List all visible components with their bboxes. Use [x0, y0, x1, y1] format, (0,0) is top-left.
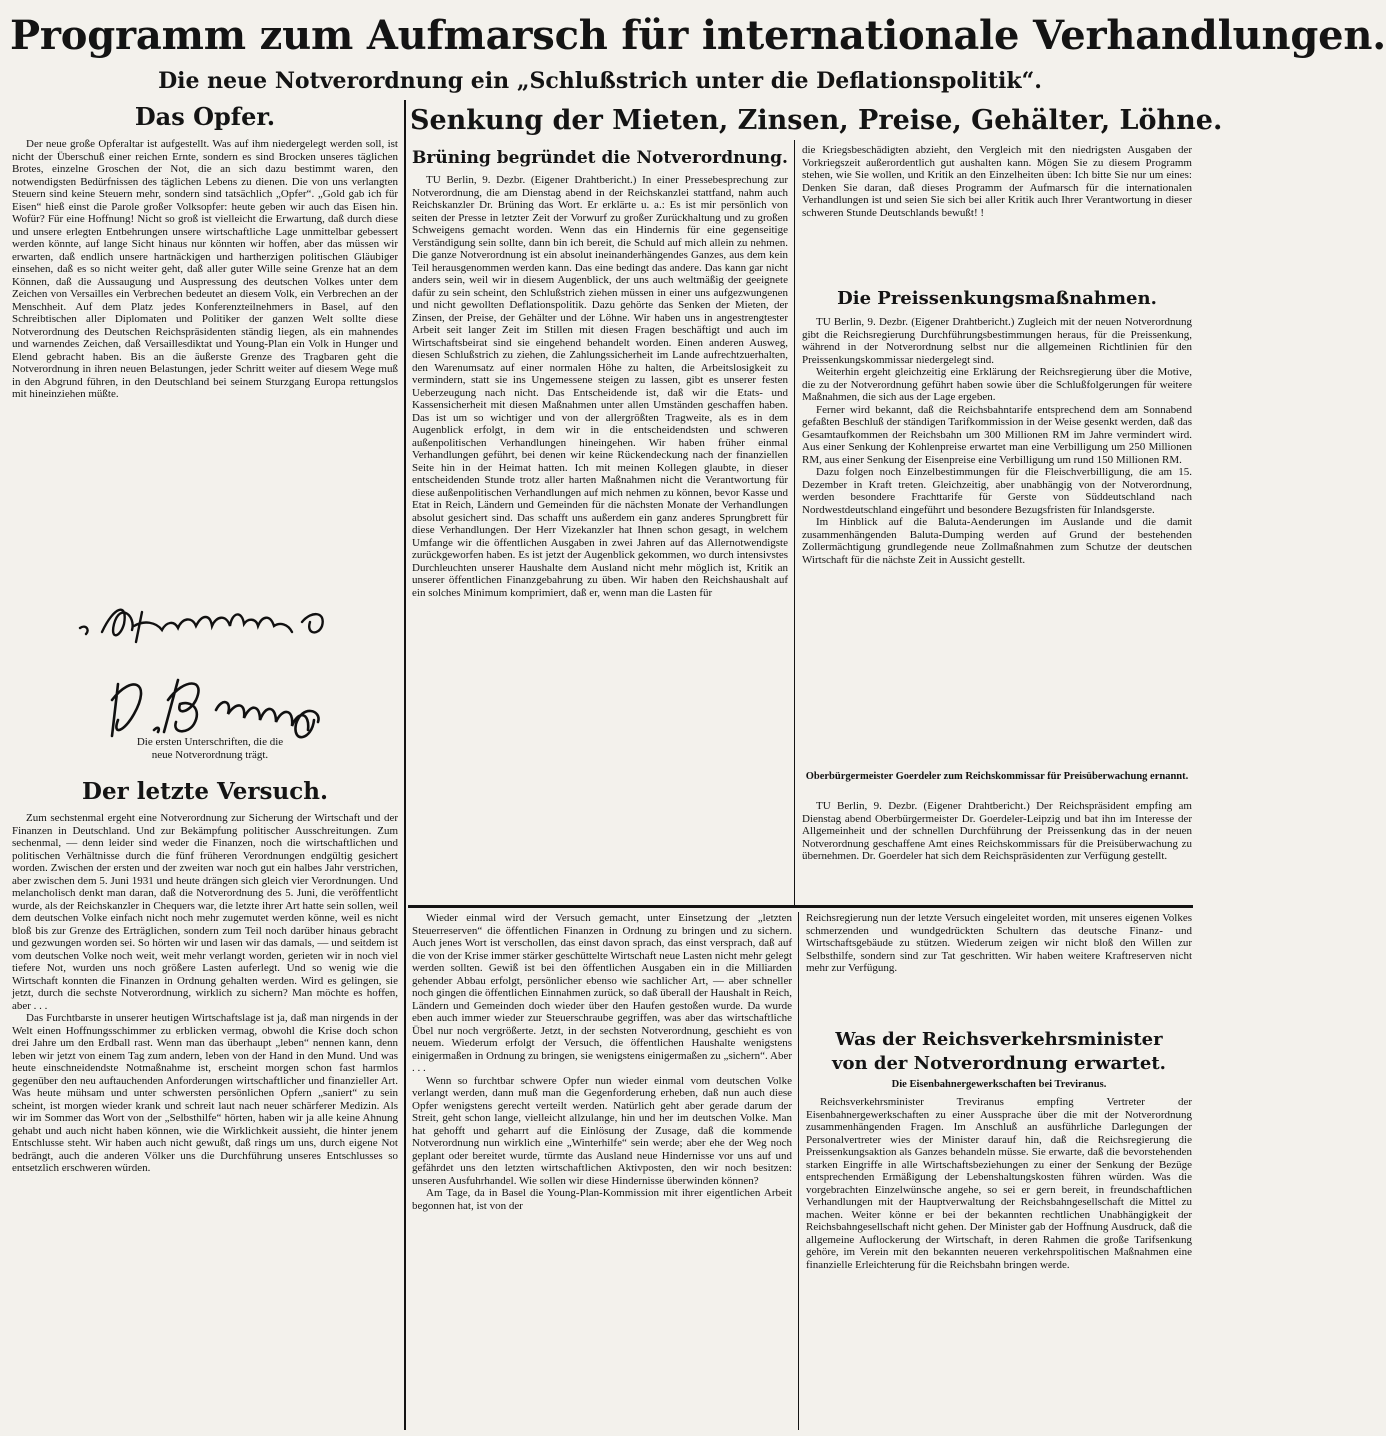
article-subtitle-verkehrsminister: Die Eisenbahnergewerkschaften bei Treviranus.	[891, 1079, 1107, 1090]
horizontal-rule-lower	[408, 905, 1193, 908]
paragraph: Ferner wird bekannt, daß die Reichsbahntarife entsprechend dem am Sonnabend gefaßten Beschluß der ständigen Tarifkommission in der Weise gesenkt werden, daß das Gesamtaufkommen der Reichsbahn um 300 Millionen RM im Jahre vermindert wird. Aus einer Senkung der Kohlenpreise erwartet man eine Verbilligung um 250 Millionen RM, aus einer Senkung der Eisenpreise eine Verbilligung um rund 150 Millionen RM.	[802, 403, 1192, 466]
paragraph: Der neue große Opferaltar ist aufgestellt. Was auf ihm niedergelegt werden soll, ist nicht der Überschuß einer reichen Ernte, sondern es sind Brocken unseres täglichen Brotes, einzelne Groschen der Not, die an sich dazu bestimmt waren, den notwendigsten Bedürfnissen des täglichen Lebens zu dienen. Die von uns verlangten Steuern sind keine Steuern mehr, sondern sind tatsächlich „Opfer“. „Gold gab ich für Eisen“ hieß einst die Parole großer Volksopfer: heute geben wir auch das Eisen hin. Wofür? Für eine Hoffnung! Nicht so groß ist vielleicht die Erwartung, daß durch diese und unsere erlegten Entbehrungen unsere wirtschaftliche Lage unmittelbar gebessert werden könnte, auf lange Sicht hinaus nur könnten wir hoffen, aber das müssen wir erwarten, daß endlich unsere hartnäckigen und hartherzigen politischen Gläubiger einsehen, daß es so nicht weiter geht, daß aller guter Wille seine Grenze hat an dem Können, daß die Aussaugung und Auspressung des deutschen Volkes unter dem Zeichen von Versailles ein Verbrechen bedeutet an diesem Volk, ein Verbrechen an der Menschheit. Auf dem Platz jedes Konferenzteilnehmers in Basel, auf den Schreibtischen aller Diplomaten und Politiker der ganzen Welt sollte diese Notverordnung des Deutschen Reichspräsidenten ständig liegen, als ein mahnendes und warnendes Zeichen, daß Versaillesdiktat und Young-Plan ein Volk in Hunger und Elend gebracht haben. Bis an die äußerste Grenze des Tragbaren geht die Notverordnung in ihren neuen Belastungen, jeder Schritt weiter auf diesem Wege muß in den Abgrund führen, in den Deutschland bei seinem Sturzgang Europa rettungslos mit hineinziehen müßte.	[12, 138, 398, 400]
article-title-opfer: Das Opfer.	[134, 102, 276, 131]
paragraph: Zum sechstenmal ergeht eine Notverordnung zur Sicherung der Wirtschaft und der Finanzen in Deutschland. Und zur Bekämpfung politischer Ausschreitungen. Zum sechenmal, — denn leider sind weder die Finanzen, noch die wirtschaftlichen und politischen Verhältnisse durch die fünf früheren Verordnungen endgültig gesichert worden. Zwischen der ersten und der zweiten war noch gut ein halbes Jahr verstrichen, aber zwischen dem 5. Juni 1931 und heute drängen sich gleich vier Verordnungen. Und melancholisch denkt man daran, daß die Notverordnung des 5. Juni, die veröffentlicht wurde, als der Reichskanzler in Chequers war, die letzte ihrer Art hatte sein sollen, weil dem deutschen Volke einfach nicht noch mehr zugemutet werden könne, weil es nicht bloß bis zur Grenze des Erträglichen, sondern zum Teil noch darüber hinaus gebracht und gezwungen worden sei. So hörten wir und lasen wir das damals, — und seitdem ist vom deutschen Volke noch weit, weit mehr verlangt worden, gerieten wir in noch viel tiefere Not, wurden uns noch größere Lasten auferlegt. Und so wenig wie die Wirtschaft konnten die Finanzen in Ordnung gehalten werden. Wird es gelingen, sie jetzt, durch die sechste Notverordnung, wirklich zu sichern? Man möchte es hoffen, aber . . .	[12, 812, 398, 1012]
subheadline: Die neue Notverordnung ein „Schlußstrich unter die Deflationspolitik“.	[158, 68, 1042, 94]
paragraph: Am Tage, da in Basel die Young-Plan-Kommission mit ihrer eigentlichen Arbeit begonnen hat, ist von der	[412, 1187, 792, 1212]
paragraph: Dazu folgen noch Einzelbestimmungen für die Fleischverbilligung, die am 15. Dezember in Kraft treten. Gleichzeitig, aber unabhängig von der Notverordnung, werden besondere Frachttarife für Gerste von Süddeutschland nach Nordwestdeutschland eingeführt und besondere Bezugsfristen für Inlandsgerste.	[802, 466, 1192, 516]
column-opfer	[12, 100, 398, 1430]
column-lower-left	[412, 912, 792, 1430]
headline: Programm zum Aufmarsch für internationale Verhandlungen.	[10, 12, 1386, 59]
paragraph: die Kriegsbeschädigten abzieht, den Vergleich mit den niedrigsten Ausgaben der Vorkriegszeit außerordentlich gut aushalten kann. Mögen Sie zu diesem Programm stehen, wie Sie wollen, und Kritik an den Einzelheiten üben: Ich bitte Sie nur um eines: Denken Sie daran, daß dieses Programm der Aufmarsch für die internationalen Verhandlungen ist und seien Sie sich bei aller Kritik auch Ihrer Verantwortung in dieser schweren Stunde Deutschlands bewußt! !	[802, 144, 1192, 219]
article-body-verkehrsminister	[806, 1096, 1192, 1422]
article-body-lower-right-top	[806, 912, 1192, 1024]
article-body-opfer	[12, 138, 398, 604]
signature-hindenburg	[72, 592, 362, 650]
article-body-goerdeler	[802, 800, 1192, 900]
vertical-rule-3	[798, 912, 799, 1430]
paragraph: Wenn so furchtbar schwere Opfer nun wieder einmal vom deutschen Volke verlangt werden, dann muß man die Gegenforderung erheben, daß nun auch diese Opfer wenigstens gerecht verteilt werden. Natürlich geht aber gerade darum der Streit, geht schon lange, vielleicht allzulange, hin und her im deutschen Volke. Man hat gehofft und geharrt auf die Einlösung der Zusage, daß die kommende Notverordnung nun wirklich eine „Winterhilfe“ sein werde; aber ehe der Weg noch geplant oder bereitet wurde, türmte das Ausland neue Hindernisse vor uns auf und gefährdet uns den letzten wirtschaftlichen Aktivposten, den wir noch besitzen: unseren Ausfuhrhandel. Wie sollen wir diese Hindernisse überwinden können?	[412, 1074, 792, 1187]
paragraph: Im Hinblick auf die Baluta-Aenderungen im Auslande und die damit zusammenhängenden Baluta-Dumping werden auf Grund der bestehenden Zollermächtigung grundlegende neue Zollmaßnahmen zum Schutze der deutschen Wirtschaft für die nächste Zeit in Aussicht gestellt.	[802, 516, 1192, 566]
section-title-letzter-versuch: Der letzte Versuch.	[82, 778, 328, 805]
article-body-letzter-versuch	[12, 812, 398, 1428]
paragraph: TU Berlin, 9. Dezbr. (Eigener Drahtbericht.) Zugleich mit der neuen Notverordnung gibt die Reichsregierung Durchführungsbestimmungen heraus, für die Preissenkung, während in der Notverordnung selbst nur die allgemeinen Richtlinien für den Preissenkungskommissar niedergelegt sind.	[802, 316, 1192, 366]
vertical-rule-1	[404, 100, 406, 1430]
paragraph: Reichsregierung nun der letzte Versuch eingeleitet worden, mit unseres eigenen Volkes schmerzenden und wundgedrückten Schultern das deutsche Finanz- und Wirtschaftsgebäude zu stützen. Wiederum zeigen wir nicht bloß den Willen zur Selbsthilfe, sondern sind zur Tat geschritten. Wir haben weitere Kraftreserven nicht mehr zur Verfügung.	[806, 912, 1192, 974]
article-title-verkehrsminister-line-1: Was der Reichsverkehrsminister	[835, 1029, 1163, 1050]
vertical-rule-2	[794, 140, 795, 905]
signature-bruening	[104, 670, 344, 744]
column-bruening	[412, 144, 788, 902]
article-title-verkehrsminister-line-2: von der Notverordnung erwartet.	[832, 1053, 1166, 1074]
article-body-bruening	[412, 174, 788, 900]
paragraph: TU Berlin, 9. Dezbr. (Eigener Drahtbericht.) In einer Pressebesprechung zur Notverordnung, die am Dienstag abend in der Reichskanzlei stattfand, nahm auch Reichskanzler Dr. Brüning das Wort. Er erklärte u. a.: Es ist mir persönlich von seiten der Presse in letzter Zeit der Vorwurf zu großer Zurückhaltung und zu großen Schweigens gemacht worden. Wenn das ein Hindernis für eine gegenseitige Verständigung sein sollte, dann bin ich bereit, die Schuld auf mich allein zu nehmen. Die ganze Notverordnung ist ein absolut ineinanderhängendes Ganzes, aus dem kein Teil herausgenommen werden kann. Das eine bedingt das andere. Das kann gar nicht anders sein, weil wir in diesem Augenblick, der uns auch weltmäßig der geeignete dafür zu sein scheint, den Schlußstrich ziehen müssen in einer uns aufgezwungenen und nicht gewollten Deflationspolitik. Dazu gehörte das Senken der Mieten, der Zinsen, der Preise, der Gehälter und der Löhne. Wir haben uns in angestrengtester Arbeit seit langer Zeit im Stillen mit diesen Fragen beschäftigt und auch im Wirtschaftsbeirat sind sie eingehend behandelt worden. Einen anderen Ausweg, diesen Schlußstrich zu ziehen, die Zahlungssicherheit im Lande aufrechtzuerhalten, den Warenumsatz auf einer normalen Höhe zu halten, die Arbeitslosigkeit zu vermindern, statt sie ins Ungemessene steigen zu lassen, gibt es unserer festen Ueberzeugung nach nicht. Das Entscheidende ist, daß wir die Etats- und Kassensicherheit mit diesen Maßnahmen unter allen Umständen geschaffen haben. Das ist um so wichtiger und von der allergrößten Tragweite, als es in dem Augenblick erfolgt, in dem wir in die entscheidendsten und schweren außenpolitischen Verhandlungen hineingehen. Wir haben früher einmal Verhandlungen geführt, bei denen wir keine Rückendeckung nach der finanziellen Seite hin in der Heimat hatten. Ich mit meinen Kollegen glaubte, in dieser entscheidenden Stunde trotz aller harten Maßnahmen nicht die Verantwortung für diese außenpolitischen Verhandlungen auf mich nehmen zu können, bevor Kasse und Etat in Reich, Ländern und Gemeinden für die nächsten Monate der Verhandlungen absolut gesichert sind. Das schafft uns außerdem ein ganz anderes Sprungbrett für diese Verhandlungen. Der Herr Vizekanzler hat Ihnen schon gesagt, in welchem Umfange wir die öffentlichen Ausgaben in zwei Jahren auf das Allernotwendigste zurückgeworfen haben. Es ist jetzt der Augenblick gekommen, wo durch intensivstes Durchleuchten unserer Haushalte dem Ausland nicht mehr möglich ist, Kritik an unserer öffentlichen Finanzgebahrung zu üben. Wir haben den Reichshaushalt auf ein solches Minimum komprimiert, daß er, wenn man die Lasten für	[412, 174, 788, 599]
article-title-preissenkung: Die Preissenkungsmaßnahmen.	[837, 288, 1157, 309]
main-article-title: Senkung der Mieten, Zinsen, Preise, Gehälter, Löhne.	[410, 105, 1223, 136]
article-subtitle-goerdeler: Oberbürgermeister Goerdeler zum Reichskommissar für Preisüberwachung ernannt.	[805, 771, 1189, 782]
column-preissenkung	[802, 144, 1192, 902]
paragraph: Weiterhin ergeht gleichzeitig eine Erklärung der Reichsregierung über die Motive, die zu der Notverordnung geführt haben sowie über die Schlußfolgerungen für weitere Maßnahmen, die sich aus der Lage ergeben.	[802, 366, 1192, 403]
paragraph: Wieder einmal wird der Versuch gemacht, unter Einsetzung der „letzten Steuerreserven“ die öffentlichen Finanzen in Ordnung zu bringen und zu sichern. Auch jenes Wort ist verschollen, das einst davon sprach, das einst versprach, daß auf die von der Krise immer stärker geschüttelte Wirtschaft neue Lasten nicht mehr gelegt werden sollten. Gewiß ist bei den öffentlichen Ausgaben ein in die Milliarden gehender Abbau erfolgt, persönlicher ebenso wie sachlicher Art, — aber schneller noch gingen die öffentlichen Einnahmen zurück, so daß überall der Haushalt in Reich, Ländern und Gemeinden doch wieder über den Haufen gestoßen wurde. Da wurde eben auch immer wieder zur Steuerschraube gegriffen, was aber das wirtschaftliche Übel nur noch vergrößerte. Jetzt, in der sechsten Notverordnung, geschieht es von neuem. Wiederum erfolgt der Versuch, die öffentlichen Haushalte wenigstens einigermaßen in Ordnung zu bringen, sie wenigstens einigermaßen zu „sichern“. Aber . . .	[412, 912, 792, 1074]
paragraph: Reichsverkehrsminister Treviranus empfing Vertreter der Eisenbahnergewerkschaften zu einer Aussprache über die mit der Notverordnung zusammenhängenden Fragen. Im Anschluß an ausführliche Darlegungen der Personalvertreter wies der Minister darauf hin, daß die Reichsregierung die Preissenkungsaktion als Ganzes behandeln müsse. Sie erwarte, daß die bevorstehenden starken Eingriffe in alle Wirtschaftsbeziehungen zu einer der Senkung der Bezüge entsprechenden Ermäßigung der Lebenshaltungskosten führen würden. Was die vorgebrachten Einzelwünsche angehe, so sei er gern bereit, in freundschaftlichen Verhandlungen mit der Hauptverwaltung der Reichsbahngesellschaft die Mittel zu machen. Weiter könne er bei der bekannten rechtlichen Unabhängigkeit der Reichsbahngesellschaft nicht gehen. Der Minister gab der Hoffnung Ausdruck, daß die allgemeine Auflockerung der Wirtschaft, in deren Rahmen die große Tarifsenkung gehöre, im Verein mit den bekannten neueren verkehrspolitischen Maßnahmen eine finanzielle Erleichterung für die Reichsbahn bringen werde.	[806, 1096, 1192, 1271]
article-body-lower-left	[412, 912, 792, 1428]
article-title-bruening: Brüning begründet die Notverordnung.	[412, 148, 788, 168]
article-body-continuation	[802, 144, 1192, 278]
signature-caption: Die ersten Unterschriften, die die neue Notverordnung trägt.	[136, 736, 284, 761]
column-verkehrsminister	[806, 912, 1192, 1430]
paragraph: Das Furchtbarste in unserer heutigen Wirtschaftslage ist ja, daß man nirgends in der Welt einen Hoffnungsschimmer zu erblicken vermag, obwohl die Krise doch schon drei Jahre um den Erdball rast. Wenn man das überhaupt „leben“ nennen kann, denn leben wir jetzt von einem Tag zum andern, leben von der Hand in den Mund. Und was heute einschneidendste Notmaßnahme ist, erscheint morgen schon fast harmlos gegenüber den neu auftauchenden Anforderungen wirtschaftlicher und finanzieller Art. Was heute mühsam und unter schwersten persönlichen Opfern „saniert“ zu sein scheint, ist morgen wieder krank und schreit laut nach neuer schärferer Medizin. Als wir im Sommer das Wort von der „Selbsthilfe“ hörten, haben wir ja alle keine Ahnung gehabt und auch nicht haben können, wie die Wirklichkeit aussieht, die hinter jenem Entschlusse steht. Wir haben auch nicht gewußt, daß rings um uns, durch eigene Not bedrängt, auch die anderen Völker uns die Durchführung unseres Entschlusses so entsetzlich erschweren würden.	[12, 1012, 398, 1174]
article-body-preissenkung	[802, 316, 1192, 768]
paragraph: TU Berlin, 9. Dezbr. (Eigener Drahtbericht.) Der Reichspräsident empfing am Dienstag abend Oberbürgermeister Dr. Goerdeler-Leipzig und bat ihn im Interesse der Allgemeinheit und der schnellen Durchführung der Preissenkung das in der neuen Notverordnung geschaffene Amt eines Reichskommissars für die Preisüberwachung zu übernehmen. Dr. Goerdeler hat sich dem Reichspräsidenten zur Verfügung gestellt.	[802, 800, 1192, 862]
